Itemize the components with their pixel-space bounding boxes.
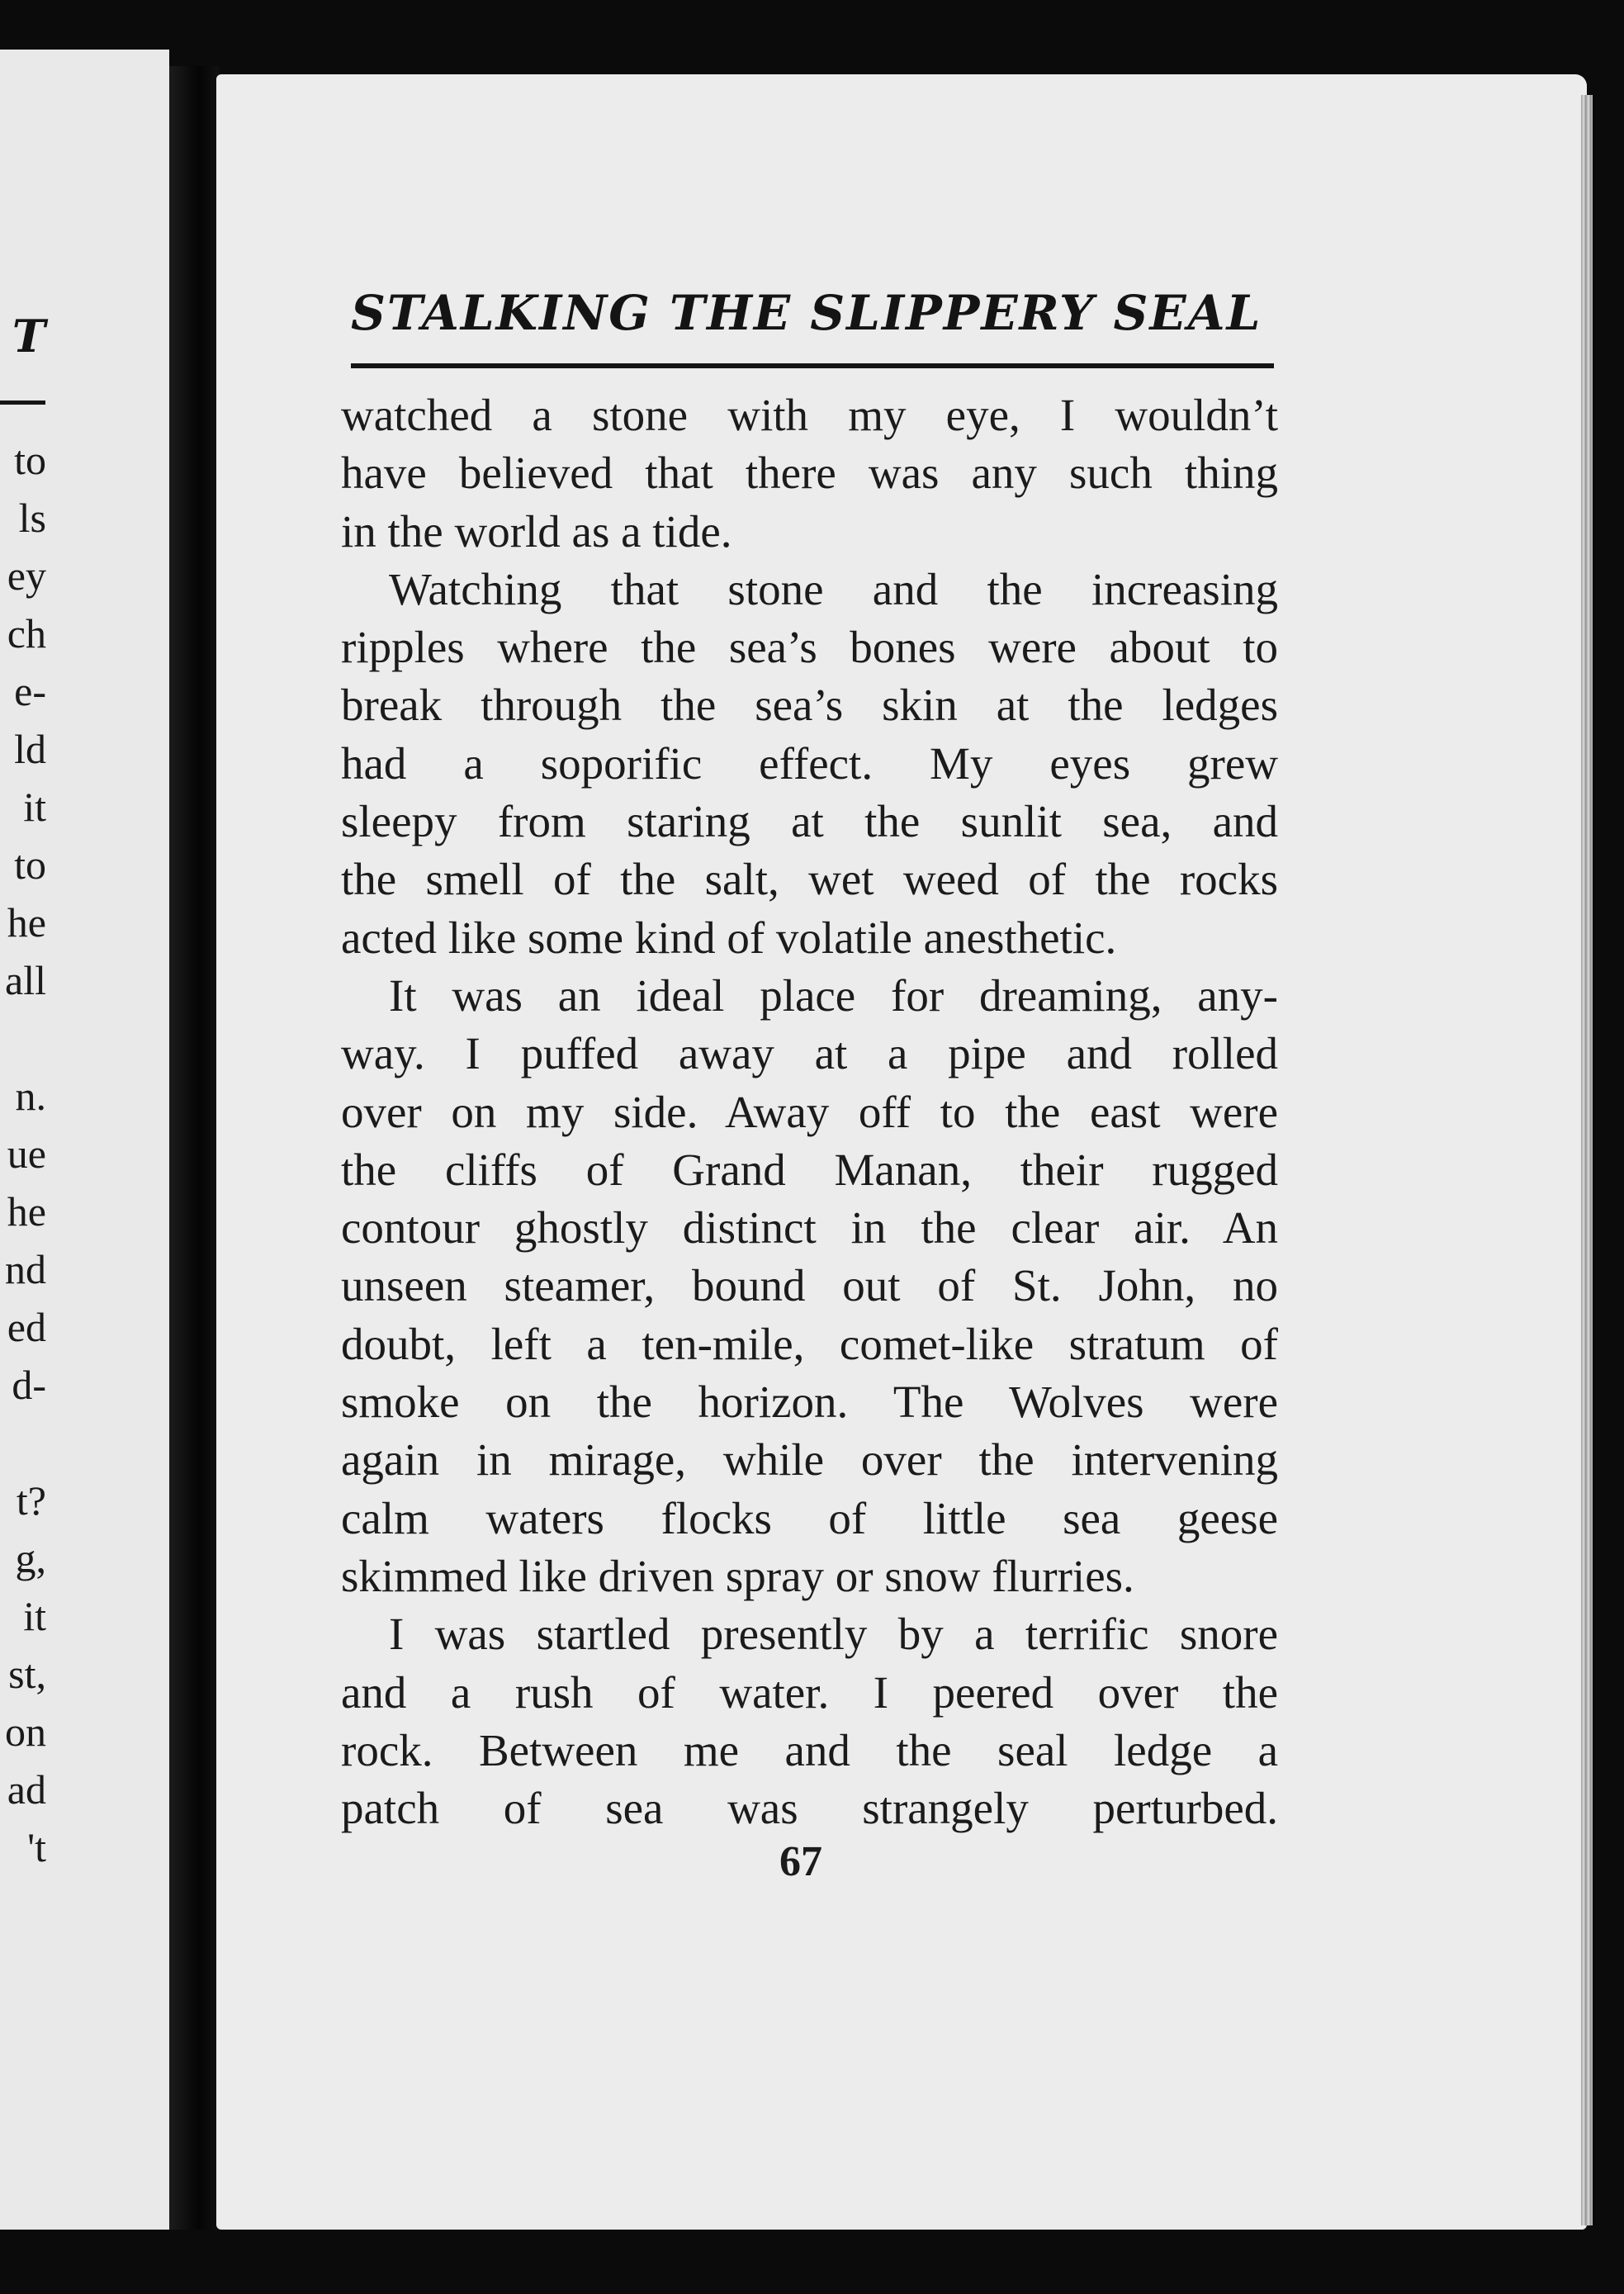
- text-line: It was an ideal place for dreaming, any-: [389, 969, 1278, 1021]
- facing-page-rule: [0, 401, 45, 405]
- facing-page-line-fragment: ls: [18, 495, 46, 541]
- text-line: sleepy from staring at the sunlit sea, and: [341, 796, 1278, 847]
- paragraph: [341, 1605, 1278, 1837]
- text-line: unseen steamer, bound out of St. John, no: [341, 1260, 1278, 1311]
- page-edge: [1581, 95, 1593, 2225]
- facing-page-fragment: [0, 50, 169, 2230]
- facing-page-line-fragment: 't: [27, 1824, 46, 1870]
- paragraph: [341, 967, 1278, 1605]
- facing-page-line-fragment: to: [14, 437, 46, 483]
- text-line: way. I puffed away at a pipe and rolled: [341, 1028, 1278, 1079]
- facing-page-line-fragment: on: [5, 1709, 46, 1755]
- facing-page-line-fragment: to: [14, 841, 46, 888]
- text-line: ripples where the sea’s bones were about to: [341, 622, 1278, 673]
- facing-page-line-fragment: ch: [7, 610, 46, 656]
- paragraph: [341, 561, 1278, 967]
- facing-page-line-fragment: nd: [5, 1246, 46, 1292]
- text-line: the cliffs of Grand Manan, their rugged: [341, 1144, 1278, 1195]
- facing-page-line-fragment: d-: [12, 1362, 46, 1408]
- text-line: smoke on the horizon. The Wolves were: [341, 1377, 1278, 1428]
- facing-page-line-fragment: e-: [14, 668, 46, 714]
- facing-page-line-fragment: n.: [15, 1073, 46, 1119]
- facing-page-line-fragment: g,: [15, 1535, 46, 1581]
- text-line: patch of sea was strangely perturbed.: [341, 1783, 1278, 1834]
- running-head: STALKING THE SLIPPERY SEAL: [351, 285, 1262, 341]
- facing-page-line-fragment: ey: [7, 552, 46, 599]
- facing-page-line-fragment: ue: [7, 1130, 46, 1177]
- page-number: 67: [779, 1838, 822, 1885]
- facing-page-line-fragment: ld: [14, 726, 46, 772]
- text-line: Watching that stone and the increasing: [389, 563, 1278, 614]
- facing-page-line-fragment: it: [23, 784, 46, 830]
- text-line: have believed that there was any such thing: [341, 448, 1278, 499]
- text-line: break through the sea’s skin at the ledges: [341, 680, 1278, 731]
- text-line: again in mirage, while over the intervening: [341, 1434, 1278, 1486]
- text-line: acted like some kind of volatile anesthetic.: [341, 912, 1117, 963]
- facing-page-line-fragment: it: [23, 1593, 46, 1639]
- text-line: I was startled presently by a terrific snore: [389, 1609, 1278, 1660]
- facing-page-text-fragments: [0, 431, 46, 1876]
- facing-page-line-fragment: [0, 1009, 46, 1067]
- text-line: watched a stone with my eye, I wouldn’t: [341, 390, 1278, 440]
- facing-page-header-fragment: T: [12, 310, 45, 363]
- text-line: the smell of the salt, wet weed of the rocks: [341, 854, 1278, 905]
- facing-page-line-fragment: he: [7, 1188, 46, 1235]
- body-text: [341, 386, 1278, 1837]
- text-line: contour ghostly distinct in the clear air. An: [341, 1202, 1278, 1254]
- book-gutter: [169, 66, 219, 2230]
- text-line: and a rush of water. I peered over the: [341, 1666, 1278, 1718]
- text-line: rock. Between me and the seal ledge a: [341, 1724, 1278, 1775]
- paragraph: [341, 386, 1278, 561]
- facing-page-line-fragment: t?: [16, 1477, 46, 1524]
- text-line: had a soporific effect. My eyes grew: [341, 737, 1278, 789]
- facing-page-line-fragment: ed: [7, 1304, 46, 1350]
- facing-page-line-fragment: st,: [8, 1651, 46, 1697]
- text-line: over on my side. Away off to the east were: [341, 1086, 1278, 1137]
- text-line: in the world as a tide.: [341, 505, 732, 557]
- facing-page-line-fragment: ad: [7, 1766, 46, 1813]
- text-line: calm waters flocks of little sea geese: [341, 1492, 1278, 1543]
- facing-page-line-fragment: [0, 1414, 46, 1472]
- facing-page-line-fragment: all: [5, 957, 46, 1003]
- running-head-rule: [351, 363, 1274, 368]
- facing-page-line-fragment: he: [7, 899, 46, 946]
- text-line: skimmed like driven spray or snow flurries.: [341, 1550, 1134, 1601]
- text-line: doubt, left a ten-mile, comet-like stratum of: [341, 1318, 1278, 1369]
